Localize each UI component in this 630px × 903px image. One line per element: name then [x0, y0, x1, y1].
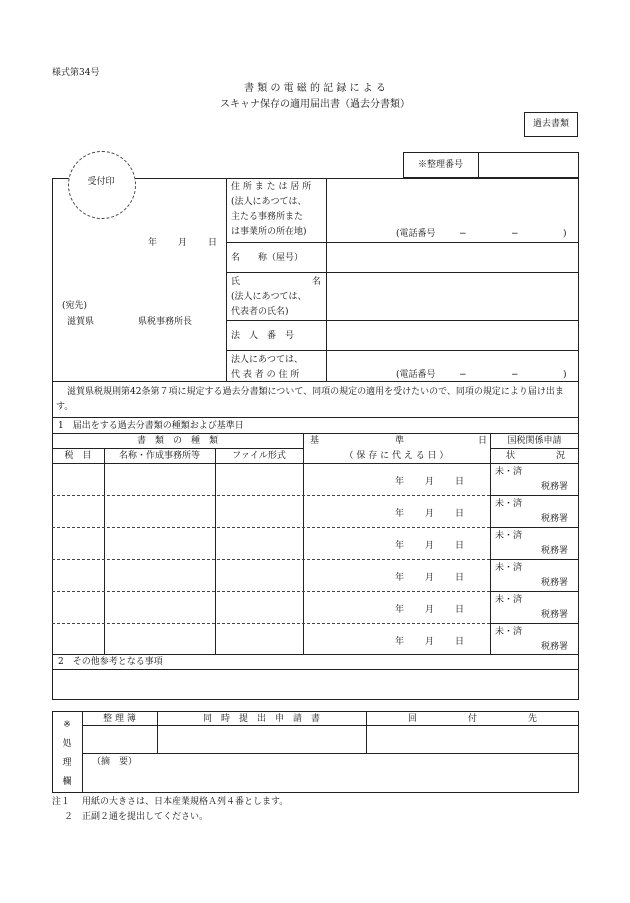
section2-field[interactable] [53, 670, 578, 699]
header-doc-kind: 書 類 の 種 類 [136, 436, 218, 446]
form-title-line1: 書 類 の 電 磁 的 記 録 に よ る [244, 83, 386, 94]
header-base-date-3: 日 [478, 436, 488, 446]
row3-month: 月 [425, 541, 435, 551]
row2-year: 年 [395, 509, 405, 519]
row3-year: 年 [395, 541, 405, 551]
address-label-3: 主たる事務所また [231, 212, 304, 222]
address-label-2: (法人にあつては、 [231, 197, 307, 207]
phone2-label: (電話番号 [396, 370, 436, 380]
note2-text: 正副２通を提出してください。 [82, 812, 209, 822]
row5-year: 年 [395, 605, 405, 615]
row5-office: 税務署 [541, 610, 569, 620]
phone2-close: ) [563, 370, 567, 380]
row1-month: 月 [425, 477, 435, 487]
row6-office: 税務署 [541, 642, 569, 652]
section2-title: 2 その他参考となる事項 [58, 657, 163, 667]
row6-day: 日 [455, 637, 465, 647]
col-name: 名称・作成事務所等 [118, 451, 200, 461]
doc-type-tag: 過去書類 [524, 112, 578, 137]
rep-address-label-1: 法人にあつては、 [231, 355, 304, 365]
row1-year: 年 [395, 477, 405, 487]
processing-col3-left: 回 [408, 714, 418, 724]
addressee-office: 県税事務所長 [138, 317, 193, 327]
col-file: ファイル形式 [232, 451, 286, 461]
form-title-line2: スキャナ保存の適用届出書（過去分書類） [220, 99, 410, 110]
row1-day: 日 [455, 477, 465, 487]
address-label-4: は事業所の所在地) [231, 227, 307, 237]
processing-col2: 同 時 提 出 申 請 書 [202, 714, 320, 724]
phone1-dash2: − [511, 229, 519, 239]
row6-year: 年 [395, 637, 405, 647]
corp-number-field[interactable] [327, 321, 577, 349]
form-number: 様式第34号 [52, 68, 100, 78]
header-base-date-2: 準 [395, 436, 405, 446]
col-zeimoku: 税 目 [64, 451, 92, 461]
address-field[interactable] [327, 179, 577, 241]
processing-side-3: 理 [62, 758, 72, 768]
addressee-prefix: (宛先) [62, 301, 88, 311]
row4-status: 未・済 [495, 563, 523, 573]
row6-month: 月 [425, 637, 435, 647]
date-month: 月 [178, 238, 188, 248]
uketsuke-stamp-label: 受付印 [87, 177, 115, 187]
phone1-label: (電話番号 [396, 229, 436, 239]
row4-day: 日 [455, 573, 465, 583]
row2-day: 日 [455, 509, 465, 519]
row6-status: 未・済 [495, 627, 523, 637]
phone1-close: ) [563, 229, 567, 239]
processing-summary-label: （摘 要） [92, 757, 138, 767]
row1-office: 税務署 [541, 482, 569, 492]
person-field[interactable] [327, 273, 577, 319]
seiri-bango-field[interactable] [479, 153, 578, 177]
row2-month: 月 [425, 509, 435, 519]
row2-office: 税務署 [541, 514, 569, 524]
col-status-right: 況 [556, 451, 566, 461]
processing-col1: 整 理 簿 [103, 714, 136, 724]
phone2-dash1: − [459, 370, 467, 380]
date-day: 日 [208, 238, 218, 248]
row4-year: 年 [395, 573, 405, 583]
phone1-dash1: − [459, 229, 467, 239]
processing-col3-right: 先 [528, 714, 538, 724]
row3-office: 税務署 [541, 546, 569, 556]
section1-title: 1 届出をする過去分書類の種類および基準日 [58, 421, 244, 431]
note1-text: 用紙の大きさは、日本産業規格Ａ列４番とします。 [82, 797, 289, 807]
address-label-1: 住 所 ま た は 居 所 [231, 182, 312, 192]
person-label-left: 氏 [231, 277, 241, 287]
processing-side-4: 欄 [62, 777, 72, 787]
rep-address-label-2: 代 表 者 の 住 所 [231, 370, 300, 380]
note1-label: 注１ [52, 797, 71, 807]
row4-month: 月 [425, 573, 435, 583]
row3-status: 未・済 [495, 531, 523, 541]
col-status-left: 状 [506, 451, 516, 461]
row5-month: 月 [425, 605, 435, 615]
name-field[interactable] [327, 243, 577, 271]
processing-side-1: ※ [63, 720, 71, 730]
person-label-2: (法人にあつては、 [231, 292, 307, 302]
row5-status: 未・済 [495, 595, 523, 605]
row4-office: 税務署 [541, 578, 569, 588]
person-label-right: 名 [312, 277, 322, 287]
processing-col3-mid: 付 [468, 714, 478, 724]
date-year: 年 [148, 238, 158, 248]
row1-status: 未・済 [495, 467, 523, 477]
note2-label: ２ [64, 812, 74, 822]
header-base-date-1: 基 [310, 436, 320, 446]
name-label: 名 称（屋号） [231, 253, 304, 263]
row2-status: 未・済 [495, 499, 523, 509]
col-base-date-sub: （ 保 存 に 代 え る 日 ） [344, 451, 449, 461]
statement-text: 滋賀県税規則第42条第７項に規定する過去分書類について、同項の規定の適用を受けたいので、同項の規定により届け出ます。 [56, 387, 564, 412]
row3-day: 日 [455, 541, 465, 551]
row5-day: 日 [455, 605, 465, 615]
processing-side-2: 処 [62, 739, 72, 749]
header-tax-status: 国税関係申請 [507, 436, 562, 446]
seiri-bango-label: ※整理番号 [417, 160, 463, 170]
person-label-3: 代表者の氏名) [231, 307, 289, 317]
addressee-prefecture: 滋賀県 [67, 317, 95, 327]
corp-number-label: 法 人 番 号 [231, 331, 295, 341]
phone2-dash2: − [511, 370, 519, 380]
rep-address-field[interactable] [327, 351, 577, 381]
